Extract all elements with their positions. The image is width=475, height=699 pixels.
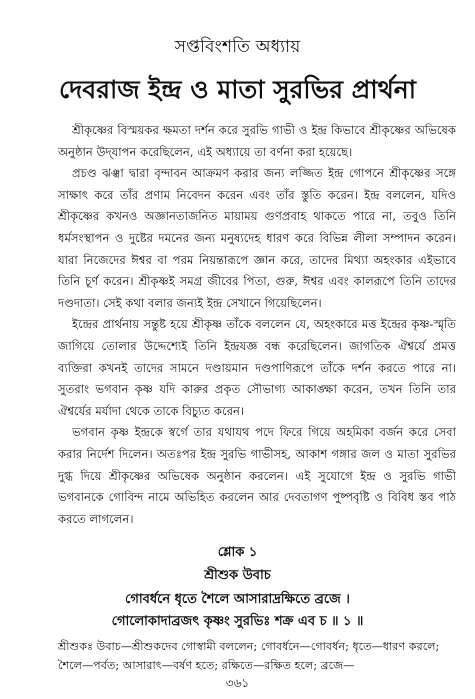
paragraph: শ্রীকৃষ্ণের বিস্ময়কর ক্ষমতা দর্শন করে সুরভি গাভী ও ইন্দ্র কিভাবে শ্রীকৃষ্ণের অভিষেক অনুষ্ঠান উদ্‌যাপন করেছিলেন, এই অধ্যায়ে তা বর্ণনা করা হয়েছে। bbox=[58, 123, 456, 159]
summary-text bbox=[58, 120, 456, 530]
paragraph: ইন্দ্রের প্রার্থনায় সন্তুষ্ট হয়ে শ্রীকৃষ্ণ তাঁকে বললেন যে, অহংকারে মত্ত ইন্দ্রের কৃষ্ণ-স্মৃতি জাগিয়ে তোলার উদ্দেশ্যেই তিনি ইন্দ্রযজ্ঞ বন্ধ করেছিলেন। জাগতিক ঐশ্বর্যে প্রমত্ত ব্যক্তিরা কখনই তাদের সামনে দণ্ডায়মান দণ্ডপাণিরূপে তাঁকে দর্শন করতে পারে না। সুতরাং ভগবান কৃষ্ণ যদি কারুর প্রকৃত সৌভাগ্য আকাঙ্ক্ষা করেন, তখন তিনি তার ঐশ্বর্যের মর্যাদা থেকে তাকে বিচ্যুত করেন। bbox=[58, 317, 456, 418]
page-title: দেবরাজ ইন্দ্র ও মাতা সুরভির প্রার্থনা bbox=[59, 75, 416, 104]
chapter-heading: সপ্তবিংশতি অধ্যায় bbox=[174, 37, 301, 57]
page-number: ৩৬১ bbox=[225, 676, 250, 690]
synonyms-text: শ্রীশুকঃ উবাচ—শ্রীশুকদেব গোস্বামী বললেন; গোবর্ধনে—গোবর্ধন; ধৃতে—ধারণ করলে; শৈলে—পর্বত; আসারাৎ—বর্ষণ হতে; রক্ষিতে—রক্ষিত হলে; ব্রজে— bbox=[58, 640, 440, 672]
speaker-line: শ্রীশুক উবাচ bbox=[204, 568, 271, 583]
verse-line: গোলোকাদাব্রজৎ কৃষ্ণং সুরভিঃ শক্র এব চ ॥ ১ ॥ bbox=[111, 614, 364, 629]
paragraph: ভগবান কৃষ্ণ ইন্দ্রকে স্বর্গে তার যথাযথ পদে ফিরে গিয়ে অহমিকা বর্জন করে সেবা করার নির্দেশ দিলেন। অতঃপর ইন্দ্র সুরভি গাভীসহ, আকাশ গঙ্গার জল ও মাতা সুরভির দুগ্ধ দিয়ে শ্রীকৃষ্ণের অভিষেক অনুষ্ঠান করলেন। এই সুযোগে ইন্দ্র ও সুরভি গাভী ভগবানকে গোবিন্দ নামে অভিহিত করলেন আর দেবতাগণ পুষ্পবৃষ্টি ও বিবিধ স্তব পাঠ করতে লাগলেন। bbox=[58, 425, 456, 526]
verse-line: গোবর্ধনে ধৃতে শৈলে আসারাদ্রক্ষিতে ব্রজে । bbox=[125, 592, 350, 607]
shloka-heading: শ্লোক ১ bbox=[217, 545, 258, 560]
paragraph: প্রচণ্ড ঝঞ্ঝা দ্বারা বৃন্দাবন আক্রমণ করার জন্য লজ্জিত ইন্দ্র গোপনে শ্রীকৃষ্ণের সঙ্গে সাক্ষাৎ করে তাঁর প্রণাম নিবেদন করেন এবং তাঁর স্তুতি করেন। ইন্দ্র বললেন, যদিও শ্রীকৃষ্ণের কখনও অজ্ঞানতাজনিত মায়াময় গুণপ্রবাহ থাকতে পারে না, তবুও তিনি ধর্মসংস্থাপন ও দুষ্টের দমনের জন্য মনুষ্যদেহ ধারণ করে বিভিন্ন লীলা সম্পাদন করেন। যারা নিজেদের ঈশ্বর বা পরম নিয়ন্তারূপে জ্ঞান করে, তাদের মিথ্যা অহংকার এইভাবে তিনি চূর্ণ করেন। শ্রীকৃষ্ণই সমগ্র জীবের পিতা, গুরু, ঈশ্বর এবং কালরূপে তিনি তাদের দণ্ডদাতা। সেই কথা বলার জন্যই ইন্দ্র সেখানে গিয়েছিলেন। bbox=[58, 166, 456, 310]
